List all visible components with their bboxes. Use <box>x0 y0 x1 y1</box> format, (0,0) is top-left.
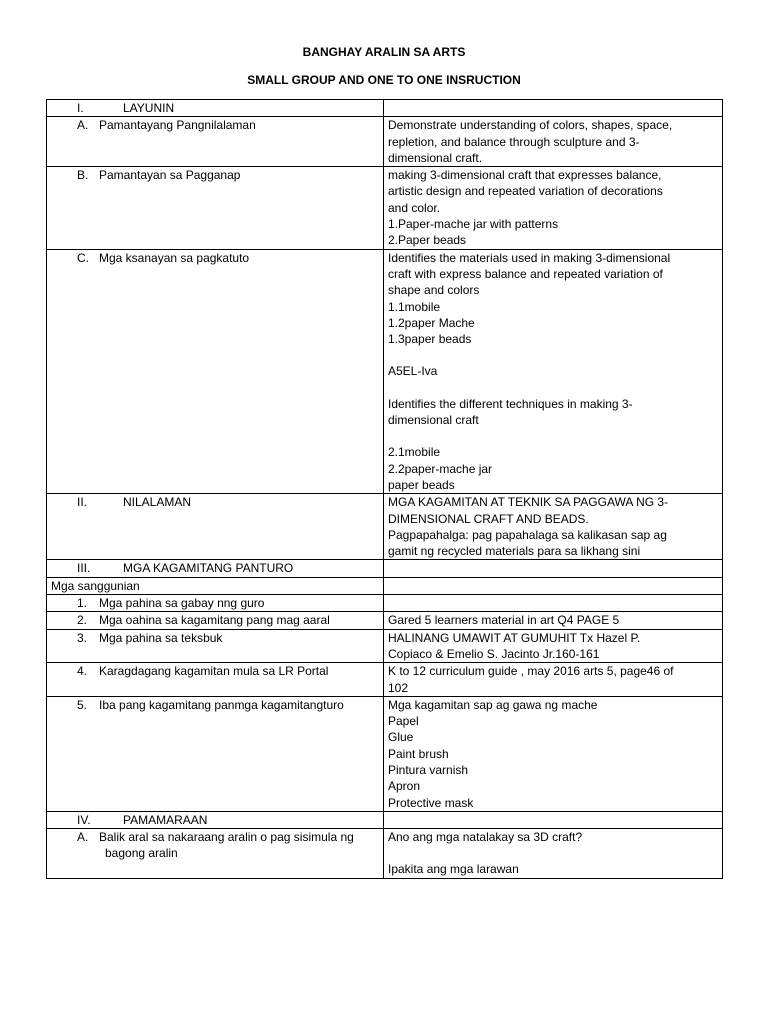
row-content-cell <box>384 494 723 560</box>
row-heading <box>51 596 264 610</box>
row-label: Pamantayang Pangnilalaman <box>99 118 256 133</box>
row-marker: IV. <box>77 812 91 827</box>
row-content-cell <box>384 696 723 811</box>
row-content-cell <box>384 595 723 612</box>
content-line: artistic design and repeated variation of decorations <box>388 184 663 199</box>
lesson-plan-body <box>47 100 723 879</box>
row-heading-cell <box>47 696 384 811</box>
row-heading-cell <box>47 612 384 629</box>
content-line <box>388 428 718 444</box>
row-content-cell <box>384 629 723 663</box>
row-heading-cell <box>47 829 384 879</box>
row-label: Balik aral sa nakaraang aralin o pag sisimula ng bagong aralin <box>99 830 354 861</box>
content-line: Glue <box>388 730 414 745</box>
content-line: Pagpapahalga: pag papahalaga sa kalikasan sap ag <box>388 527 667 542</box>
content-line: repletion, and balance through sculpture and 3- <box>388 134 640 149</box>
row-heading <box>51 631 222 645</box>
table-row <box>47 696 723 811</box>
content-line: Protective mask <box>388 795 474 810</box>
content-line <box>388 347 718 363</box>
content-line: 102 <box>388 680 409 695</box>
table-row <box>47 612 723 629</box>
row-label: Iba pang kagamitang panmga kagamitangturo <box>99 697 344 712</box>
content-line: gamit ng recycled materials para sa likhang sini <box>388 544 641 559</box>
row-heading-cell <box>47 595 384 612</box>
content-line: Ipakita ang mga larawan <box>388 862 519 877</box>
table-row <box>47 663 723 697</box>
lesson-plan-table <box>46 99 723 879</box>
row-heading <box>51 829 379 862</box>
content-line: HALINANG UMAWIT AT GUMUHIT Tx Hazel P. <box>388 630 641 645</box>
row-heading <box>51 613 330 627</box>
content-line: making 3-dimensional craft that expresses balance, <box>388 168 662 183</box>
content-line: 2.Paper beads <box>388 233 467 248</box>
row-content-cell <box>384 100 723 117</box>
table-row <box>47 560 723 577</box>
row-label: MGA KAGAMITANG PANTURO <box>123 561 294 576</box>
content-line: 2.2paper-mache jar <box>388 461 493 476</box>
content-line <box>388 845 718 861</box>
row-heading <box>51 561 293 575</box>
content-line: 1.1mobile <box>388 299 441 314</box>
row-marker: 4. <box>77 664 88 679</box>
table-row <box>47 249 723 494</box>
row-heading <box>51 118 256 132</box>
content-line <box>388 380 718 396</box>
row-content-cell <box>384 577 723 594</box>
table-row <box>47 829 723 879</box>
row-heading-cell <box>47 167 384 249</box>
content-line: Papel <box>388 714 419 729</box>
content-line: Gared 5 learners material in art Q4 PAGE 5 <box>388 613 620 628</box>
content-line: DIMENSIONAL CRAFT AND BEADS. <box>388 511 589 526</box>
row-marker: C. <box>77 250 89 265</box>
document-title: BANGHAY ARALIN SA ARTS <box>302 45 466 59</box>
row-heading-cell <box>47 577 384 594</box>
content-line: 1.3paper beads <box>388 332 472 347</box>
row-heading <box>51 698 344 712</box>
row-marker: 3. <box>77 630 88 645</box>
row-label: Mga oahina sa kagamitang pang mag aaral <box>99 613 330 628</box>
row-marker: A. <box>77 830 89 845</box>
content-line: Demonstrate understanding of colors, shapes, space, <box>388 118 673 133</box>
row-content-cell <box>384 811 723 828</box>
row-heading <box>51 168 240 182</box>
row-heading-cell <box>47 560 384 577</box>
row-content-cell <box>384 612 723 629</box>
row-marker: 2. <box>77 613 88 628</box>
row-content-cell <box>384 117 723 167</box>
row-marker: A. <box>77 118 89 133</box>
table-row <box>47 595 723 612</box>
row-content-cell <box>384 560 723 577</box>
content-line: Identifies the materials used in making 3-dimensional <box>388 250 671 265</box>
row-label: Mga sanggunian <box>51 578 140 593</box>
content-line: Paint brush <box>388 746 449 761</box>
row-heading <box>51 579 140 593</box>
row-content-cell <box>384 167 723 249</box>
content-line: 2.1mobile <box>388 445 441 460</box>
content-line: shape and colors <box>388 283 480 298</box>
table-row <box>47 629 723 663</box>
table-row <box>47 811 723 828</box>
table-row <box>47 577 723 594</box>
row-content-cell <box>384 249 723 494</box>
table-row <box>47 100 723 117</box>
row-marker: II. <box>77 495 88 510</box>
row-marker: B. <box>77 168 89 183</box>
row-label: PAMAMARAAN <box>123 812 208 827</box>
row-label: Pamantayan sa Pagganap <box>99 168 241 183</box>
row-heading <box>51 101 174 115</box>
content-line: MGA KAGAMITAN AT TEKNIK SA PAGGAWA NG 3- <box>388 495 669 510</box>
row-label: NILALAMAN <box>123 495 192 510</box>
table-row <box>47 167 723 249</box>
content-line: Copiaco & Emelio S. Jacinto Jr.160-161 <box>388 646 600 661</box>
table-row <box>47 117 723 167</box>
row-content-cell <box>384 829 723 879</box>
content-line: craft with express balance and repeated variation of <box>388 266 663 281</box>
row-marker: 5. <box>77 697 88 712</box>
row-heading <box>51 495 191 509</box>
row-content-cell <box>384 663 723 697</box>
row-label: Mga pahina sa teksbuk <box>99 630 223 645</box>
content-line: Mga kagamitan sap ag gawa ng mache <box>388 697 598 712</box>
content-line: Pintura varnish <box>388 762 469 777</box>
content-line: Identifies the different techniques in making 3- <box>388 396 633 411</box>
row-marker: I. <box>77 101 84 115</box>
document-subtitle: SMALL GROUP AND ONE TO ONE INSRUCTION <box>247 73 521 87</box>
row-label: Karagdagang kagamitan mula sa LR Portal <box>99 664 329 679</box>
row-label: Mga ksanayan sa pagkatuto <box>99 250 250 265</box>
row-heading-cell <box>47 811 384 828</box>
table-row <box>47 494 723 560</box>
row-heading-cell <box>47 663 384 697</box>
row-heading-cell <box>47 629 384 663</box>
content-line: paper beads <box>388 477 455 492</box>
content-line: dimensional craft <box>388 413 479 428</box>
row-heading <box>51 813 207 827</box>
row-marker: III. <box>77 561 91 576</box>
content-line: dimensional craft. <box>388 150 483 165</box>
row-heading-cell <box>47 117 384 167</box>
content-line: K to 12 curriculum guide , may 2016 arts 5, page46 of <box>388 664 674 679</box>
row-heading <box>51 664 328 678</box>
row-label: LAYUNIN <box>123 101 175 115</box>
content-line: A5EL-Iva <box>388 364 438 379</box>
content-line: 1.Paper-mache jar with patterns <box>388 217 559 232</box>
content-line: Apron <box>388 779 421 794</box>
content-line: and color. <box>388 200 441 215</box>
row-label: Mga pahina sa gabay nng guro <box>99 596 265 611</box>
row-marker: 1. <box>77 596 88 611</box>
row-heading <box>51 251 249 265</box>
content-line: 1.2paper Mache <box>388 315 475 330</box>
row-heading-cell <box>47 494 384 560</box>
content-line: Ano ang mga natalakay sa 3D craft? <box>388 830 583 845</box>
row-heading-cell <box>47 249 384 494</box>
row-heading-cell <box>47 100 384 117</box>
